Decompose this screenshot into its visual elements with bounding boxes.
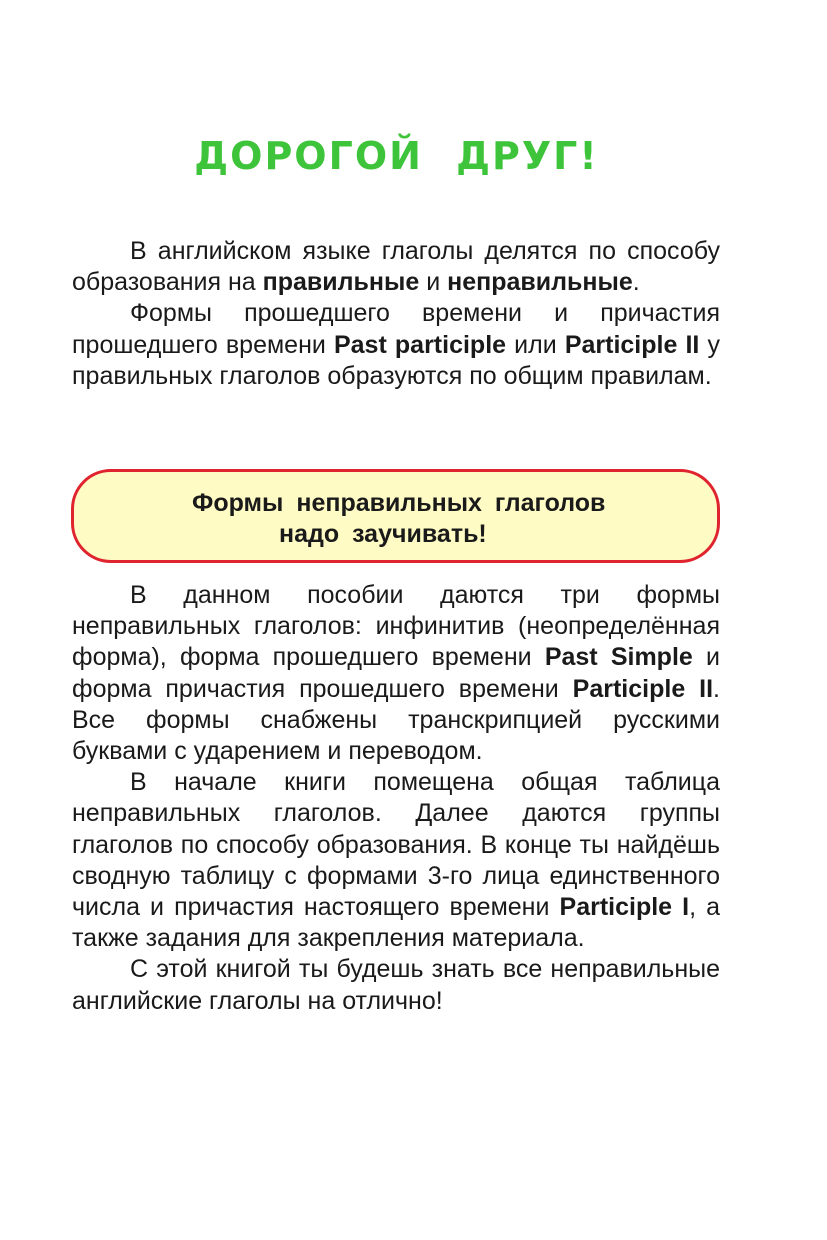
callout-line-2: надо заучивать! [279,520,487,548]
paragraph-text: и [419,268,448,297]
paragraph-past-forms [72,298,720,392]
body-text [72,580,720,1017]
paragraph-text: В английском языке глаголы делятся по способу образования на [72,237,720,297]
paragraph-text: у правильных глаголов образуются по общим правилам. [72,330,720,390]
paragraph-text: В данном пособии даются три формы неправильных глаголов: инфинитив (неопределённая форма), форма прошедшего времени [72,581,720,672]
term-participle-ii: Participle II [572,674,714,703]
paragraph-text: Формы прошедшего времени и причастия прошедшего времени [72,299,720,359]
term-participle-ii: Participle II [564,330,700,359]
intro-text [72,236,720,392]
paragraph-text: и форма причастия прошедшего времени [72,643,720,703]
paragraph-book-structure [72,767,720,954]
paragraph-text: , а также задания для закрепления материала. [72,893,720,953]
term-irregular: неправильные [447,268,633,297]
paragraph-text: В начале книги помещена общая таблица неправильных глаголов. Далее даются группы глаголов по способу образования. В конце ты найдёшь сводную таблицу с формами 3-го лица единственного числа и причастия настоящего времени [72,768,720,922]
callout-line-1: Формы неправильных глаголов [192,489,606,517]
paragraph-text: или [506,330,565,359]
term-past-simple: Past Simple [544,643,693,672]
page-title: ДОРОГОЙ ДРУГ! [194,134,599,178]
term-past-participle: Past participle [333,330,507,359]
term-regular: правильные [262,268,420,297]
paragraph-three-forms [72,580,720,767]
paragraph-text: . Все формы снабжены транскрипцией русскими буквами с ударением и переводом. [72,674,720,766]
paragraph-text: . [632,268,640,297]
term-participle-i: Participle I [559,893,690,922]
callout-box [71,469,720,563]
paragraph-closing: С этой книгой ты будешь знать все неправильные английские глаголы на отлично! [72,955,720,1015]
paragraph-verb-types [72,236,720,298]
